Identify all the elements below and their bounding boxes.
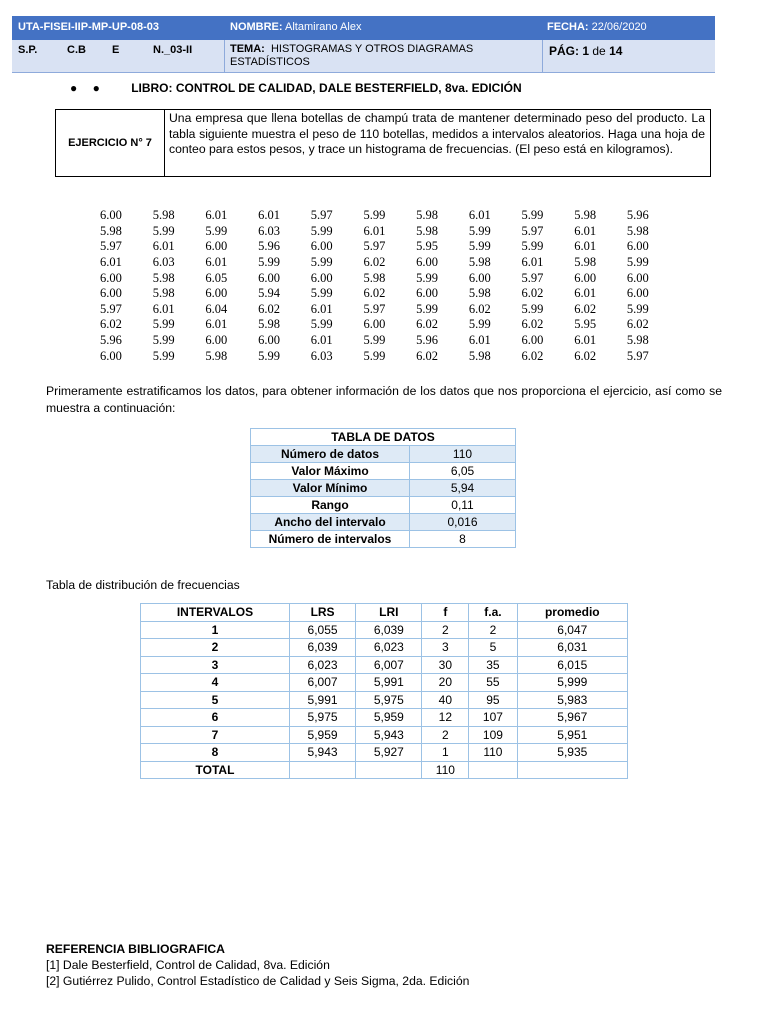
weight-cell: 6.01 (574, 239, 597, 254)
frequency-header-cell: f.a. (469, 604, 517, 622)
weight-cell: 5.99 (152, 317, 175, 332)
weight-cell: 6.00 (205, 286, 228, 301)
frequency-cell: 2 (422, 621, 469, 639)
summary-row (251, 497, 516, 514)
weight-cell: 6.05 (205, 270, 228, 285)
weight-cell: 5.99 (468, 223, 491, 238)
weights-row (100, 224, 680, 240)
weights-row (100, 302, 680, 318)
weight-cell: 5.99 (363, 333, 386, 348)
weight-cell: 6.00 (363, 317, 386, 332)
frequency-row (141, 726, 628, 744)
weight-cell: 5.98 (574, 255, 597, 270)
weight-cell: 6.02 (574, 301, 597, 316)
weight-cell: 6.02 (521, 317, 544, 332)
frequency-cell: 2 (469, 621, 517, 639)
weight-cell: 5.99 (310, 255, 333, 270)
weight-cell: 5.97 (626, 348, 649, 363)
weight-cell: 6.01 (468, 333, 491, 348)
weight-cell: 6.01 (205, 208, 228, 223)
weight-cell: 6.01 (468, 208, 491, 223)
weight-cell: 5.99 (468, 317, 491, 332)
frequency-cell: 5 (141, 691, 290, 709)
frequency-cell: 5,951 (517, 726, 627, 744)
frequency-cell: 6,047 (517, 621, 627, 639)
weight-cell: 6.01 (152, 239, 175, 254)
weight-cell: 6.02 (363, 286, 386, 301)
weight-cell: 5.99 (205, 223, 228, 238)
frequency-row (141, 656, 628, 674)
author-field: NOMBRE: Altamirano Alex (230, 21, 362, 33)
weights-row (100, 333, 680, 349)
weight-cell: 5.99 (626, 301, 649, 316)
document-code: UTA-FISEI-IIP-MP-UP-08-03 (18, 21, 159, 33)
weight-cell: 5.97 (363, 239, 386, 254)
weight-cell: 6.00 (626, 286, 649, 301)
weight-cell: 5.98 (626, 223, 649, 238)
weight-cell: 5.98 (574, 208, 597, 223)
bibliography-title: REFERENCIA BIBLIOGRAFICA (46, 942, 225, 956)
frequency-cell: 5,967 (517, 709, 627, 727)
date-field: FECHA: 22/06/2020 (547, 21, 647, 33)
weight-cell: 6.01 (152, 301, 175, 316)
frequency-row (141, 639, 628, 657)
cb-label: C.B (67, 44, 86, 56)
empty-cell (356, 761, 422, 779)
weight-cell: 6.02 (416, 317, 438, 332)
summary-value: 6,05 (410, 463, 516, 480)
weight-cell: 5.99 (152, 333, 175, 348)
weight-cell: 5.96 (626, 208, 649, 223)
frequency-cell: 6,023 (289, 656, 355, 674)
summary-value: 0,11 (410, 497, 516, 514)
sp-label: S.P. (18, 44, 38, 56)
weight-cell: 6.00 (521, 333, 544, 348)
frequency-header-cell: INTERVALOS (141, 604, 290, 622)
frequency-cell: 5,943 (289, 744, 355, 762)
summary-value: 0,016 (410, 514, 516, 531)
weight-cell: 5.98 (152, 270, 175, 285)
weight-cell: 6.00 (416, 255, 438, 270)
bullet-icon: ● ● (70, 81, 106, 95)
frequency-cell: 1 (141, 621, 290, 639)
weight-cell: 6.00 (574, 270, 597, 285)
weights-row (100, 270, 680, 286)
frequency-cell: 40 (422, 691, 469, 709)
weight-cell: 5.99 (152, 348, 175, 363)
frequency-table-caption: Tabla de distribución de frecuencias (46, 578, 240, 592)
frequency-header-cell: LRS (289, 604, 355, 622)
document-header-bottom (12, 40, 715, 73)
frequency-cell: 20 (422, 674, 469, 692)
e-label: E (112, 44, 120, 56)
weights-row (100, 255, 680, 271)
intro-paragraph: Primeramente estratificamos los datos, para obtener información de los datos que nos proporciona el ejercicio, así como se muestra a continuación: (46, 384, 722, 415)
weight-cell: 6.02 (574, 348, 597, 363)
weight-cell: 6.02 (258, 301, 280, 316)
weight-cell: 5.97 (363, 301, 386, 316)
total-label: TOTAL (141, 761, 290, 779)
weight-cell: 6.01 (205, 317, 228, 332)
frequency-header-row (141, 604, 628, 622)
frequency-row (141, 674, 628, 692)
weights-row (100, 348, 680, 364)
weight-cell: 6.04 (205, 301, 228, 316)
weight-cell: 6.00 (100, 270, 122, 285)
frequency-header-cell: f (422, 604, 469, 622)
summary-key: Valor Máximo (251, 463, 410, 480)
weight-cell: 6.01 (258, 208, 280, 223)
frequency-cell: 6,023 (356, 639, 422, 657)
bibliography (46, 941, 469, 989)
weight-cell: 6.02 (363, 255, 386, 270)
weight-cell: 6.00 (100, 208, 122, 223)
frequency-cell: 3 (422, 639, 469, 657)
frequency-cell: 6,039 (289, 639, 355, 657)
weights-row (100, 239, 680, 255)
summary-value: 110 (410, 446, 516, 463)
weight-cell: 5.97 (100, 239, 122, 254)
frequency-cell: 3 (141, 656, 290, 674)
weight-cell: 5.99 (626, 255, 649, 270)
weight-cell: 5.96 (416, 333, 438, 348)
summary-key: Rango (251, 497, 410, 514)
weight-cell: 5.99 (363, 208, 386, 223)
weight-cell: 5.99 (521, 239, 544, 254)
summary-row (251, 514, 516, 531)
frequency-cell: 6,007 (356, 656, 422, 674)
summary-row (251, 463, 516, 480)
weight-cell: 6.00 (416, 286, 438, 301)
weight-cell: 5.99 (521, 301, 544, 316)
weight-cell: 6.00 (626, 270, 649, 285)
n-label: N._03-II (153, 44, 193, 56)
frequency-header-cell: LRI (356, 604, 422, 622)
book-title: LIBRO: CONTROL DE CALIDAD, DALE BESTERFIELD, 8va. EDICIÓN (131, 81, 522, 95)
summary-key: Valor Mínimo (251, 480, 410, 497)
weight-cell: 6.00 (205, 333, 228, 348)
topic-field: TEMA: HISTOGRAMAS Y OTROS DIAGRAMAS ESTADÍSTICOS (230, 43, 474, 68)
weight-cell: 5.99 (258, 255, 280, 270)
weight-cell: 5.95 (574, 317, 597, 332)
frequency-cell: 5,935 (517, 744, 627, 762)
document-header-top (12, 16, 715, 40)
weight-cell: 6.01 (100, 255, 122, 270)
frequency-cell: 5,983 (517, 691, 627, 709)
frequency-distribution-table (140, 603, 628, 779)
weight-cell: 5.97 (310, 208, 333, 223)
weight-cell: 5.99 (363, 348, 386, 363)
weight-cell: 6.01 (574, 223, 597, 238)
weight-cell: 5.99 (416, 270, 438, 285)
weight-cell: 5.98 (363, 270, 386, 285)
frequency-cell: 5,975 (356, 691, 422, 709)
weight-cell: 6.02 (521, 286, 544, 301)
weight-cell: 6.02 (521, 348, 544, 363)
frequency-cell: 6 (141, 709, 290, 727)
frequency-cell: 5,991 (356, 674, 422, 692)
exercise-box (55, 109, 711, 177)
weight-cell: 5.99 (310, 317, 333, 332)
weight-cell: 5.99 (258, 348, 280, 363)
weight-cell: 6.00 (258, 270, 280, 285)
weight-cell: 6.01 (310, 301, 333, 316)
page-number: PÁG: 1 de 14 (549, 44, 623, 58)
weight-cell: 6.00 (205, 239, 228, 254)
frequency-total-row (141, 761, 628, 779)
summary-table (250, 428, 516, 548)
weights-row (100, 317, 680, 333)
weight-cell: 5.98 (152, 286, 175, 301)
frequency-cell: 6,055 (289, 621, 355, 639)
frequency-cell: 5,999 (517, 674, 627, 692)
frequency-cell: 6,015 (517, 656, 627, 674)
weight-cell: 5.98 (468, 255, 491, 270)
frequency-cell: 7 (141, 726, 290, 744)
summary-row (251, 446, 516, 463)
frequency-cell: 5,927 (356, 744, 422, 762)
weight-cell: 5.96 (258, 239, 280, 254)
frequency-cell: 6,039 (356, 621, 422, 639)
frequency-cell: 5 (469, 639, 517, 657)
weight-cell: 6.01 (205, 255, 228, 270)
frequency-cell: 2 (422, 726, 469, 744)
frequency-cell: 12 (422, 709, 469, 727)
weights-data-table (100, 208, 680, 364)
weight-cell: 5.99 (310, 286, 333, 301)
weight-cell: 5.99 (468, 239, 491, 254)
frequency-cell: 2 (141, 639, 290, 657)
weight-cell: 5.98 (416, 208, 438, 223)
weight-cell: 5.98 (626, 333, 649, 348)
weight-cell: 6.01 (521, 255, 544, 270)
frequency-cell: 5,975 (289, 709, 355, 727)
weight-cell: 6.02 (416, 348, 438, 363)
weight-cell: 6.02 (468, 301, 491, 316)
weight-cell: 5.98 (468, 286, 491, 301)
summary-value: 5,94 (410, 480, 516, 497)
weight-cell: 6.00 (468, 270, 491, 285)
frequency-cell: 4 (141, 674, 290, 692)
weight-cell: 5.99 (310, 223, 333, 238)
frequency-cell: 35 (469, 656, 517, 674)
frequency-cell: 8 (141, 744, 290, 762)
weight-cell: 6.01 (363, 223, 386, 238)
summary-row (251, 480, 516, 497)
weight-cell: 5.99 (416, 301, 438, 316)
weight-cell: 5.98 (100, 223, 122, 238)
frequency-cell: 5,959 (356, 709, 422, 727)
summary-key: Número de intervalos (251, 531, 410, 548)
summary-row (251, 531, 516, 548)
exercise-label: EJERCICIO N° 7 (56, 110, 165, 176)
frequency-cell: 1 (422, 744, 469, 762)
frequency-row (141, 691, 628, 709)
exercise-statement: Una empresa que llena botellas de champú trata de mantener determinado peso del producto. La tabla siguiente muestra el peso de 110 botellas, medidos a intervalos aleatorios. Haga una hoja de conteo para estos pesos, y trace un histograma de frecuencias. (El peso está en kilogramos). (169, 111, 705, 156)
weight-cell: 5.97 (521, 223, 544, 238)
weights-row (100, 286, 680, 302)
frequency-cell: 5,991 (289, 691, 355, 709)
reference-item: [1] Dale Besterfield, Control de Calidad, 8va. Edición (46, 958, 330, 972)
frequency-cell: 6,007 (289, 674, 355, 692)
weight-cell: 6.02 (626, 317, 649, 332)
frequency-cell: 107 (469, 709, 517, 727)
weight-cell: 6.00 (100, 286, 122, 301)
weight-cell: 6.03 (258, 223, 280, 238)
weight-cell: 5.99 (152, 223, 175, 238)
frequency-row (141, 621, 628, 639)
frequency-cell: 110 (469, 744, 517, 762)
frequency-cell: 95 (469, 691, 517, 709)
total-frequency: 110 (422, 761, 469, 779)
empty-cell (289, 761, 355, 779)
weight-cell: 6.01 (310, 333, 333, 348)
weight-cell: 6.01 (574, 333, 597, 348)
weight-cell: 6.00 (626, 239, 649, 254)
weight-cell: 5.98 (416, 223, 438, 238)
weights-row (100, 208, 680, 224)
weight-cell: 6.02 (100, 317, 122, 332)
frequency-cell: 5,943 (356, 726, 422, 744)
frequency-header-cell: promedio (517, 604, 627, 622)
weight-cell: 5.94 (258, 286, 280, 301)
weight-cell: 5.97 (100, 301, 122, 316)
summary-title: TABLA DE DATOS (251, 429, 516, 446)
empty-cell (517, 761, 627, 779)
frequency-cell: 30 (422, 656, 469, 674)
frequency-cell: 55 (469, 674, 517, 692)
weight-cell: 5.98 (205, 348, 228, 363)
frequency-row (141, 744, 628, 762)
weight-cell: 6.03 (310, 348, 333, 363)
summary-value: 8 (410, 531, 516, 548)
weight-cell: 5.98 (152, 208, 175, 223)
empty-cell (469, 761, 517, 779)
weight-cell: 6.00 (310, 270, 333, 285)
frequency-row (141, 709, 628, 727)
frequency-cell: 6,031 (517, 639, 627, 657)
reference-item: [2] Gutiérrez Pulido, Control Estadístico de Calidad y Seis Sigma, 2da. Edición (46, 974, 470, 988)
frequency-cell: 5,959 (289, 726, 355, 744)
weight-cell: 6.00 (310, 239, 333, 254)
weight-cell: 5.96 (100, 333, 122, 348)
weight-cell: 6.01 (574, 286, 597, 301)
weight-cell: 5.97 (521, 270, 544, 285)
weight-cell: 6.00 (258, 333, 280, 348)
book-reference-line (70, 81, 522, 95)
weight-cell: 5.98 (258, 317, 280, 332)
weight-cell: 5.98 (468, 348, 491, 363)
weight-cell: 5.99 (521, 208, 544, 223)
summary-key: Número de datos (251, 446, 410, 463)
frequency-cell: 109 (469, 726, 517, 744)
summary-key: Ancho del intervalo (251, 514, 410, 531)
weight-cell: 6.00 (100, 348, 122, 363)
weight-cell: 5.95 (416, 239, 438, 254)
weight-cell: 6.03 (152, 255, 175, 270)
